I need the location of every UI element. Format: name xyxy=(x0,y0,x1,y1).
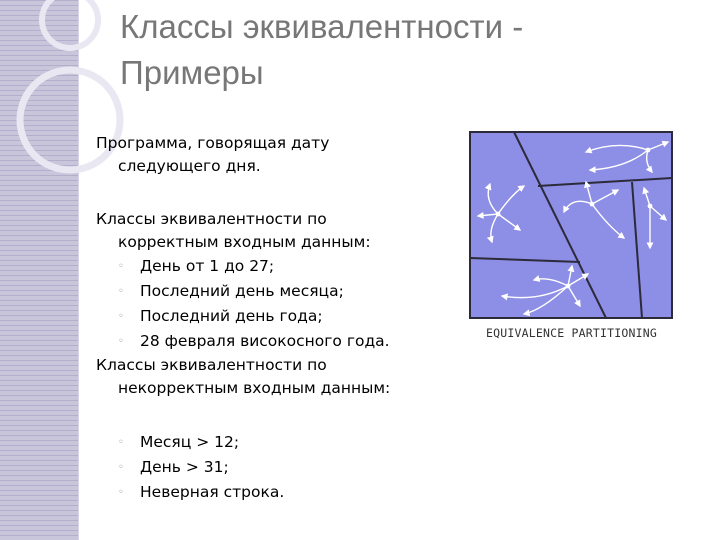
list-item xyxy=(96,304,466,329)
program-intro-line-2: следующего дня. xyxy=(118,157,261,175)
valid-item-3: Последний день года; xyxy=(140,307,323,325)
bullet-marker: ◦ xyxy=(118,437,124,448)
valid-item-1: День от 1 до 27; xyxy=(140,257,275,275)
list-item xyxy=(96,329,466,354)
valid-item-2: Последний день месяца; xyxy=(140,282,344,300)
program-intro-line-1: Программа, говорящая дату xyxy=(96,134,330,152)
bullet-marker: ◦ xyxy=(118,311,124,322)
illustration-caption: EQUIVALENCE PARTITIONING xyxy=(486,326,657,340)
title-line-1: Классы эквивалентности - xyxy=(120,8,524,45)
list-item xyxy=(96,430,466,455)
invalid-item-2: День > 31; xyxy=(140,458,229,476)
invalid-heading-line-2: некорректным входным данным: xyxy=(118,379,391,397)
bullet-marker: ◦ xyxy=(118,487,124,498)
list-item xyxy=(96,480,466,505)
bullet-marker: ◦ xyxy=(118,286,124,297)
equivalence-partitioning-illustration xyxy=(468,130,676,346)
valid-item-4: 28 февраля високосного года. xyxy=(140,332,390,350)
invalid-classes-heading xyxy=(96,354,466,400)
list-item xyxy=(96,254,466,279)
valid-classes-heading xyxy=(96,208,466,254)
title-line-2: Примеры xyxy=(120,54,264,91)
list-item xyxy=(96,455,466,480)
invalid-heading-line-1: Классы эквивалентности по xyxy=(96,356,327,374)
slide-body xyxy=(96,132,466,505)
program-intro xyxy=(96,132,466,178)
invalid-item-3: Неверная строка. xyxy=(140,483,285,501)
decor-ring-small xyxy=(42,0,98,48)
slide-title xyxy=(120,4,710,96)
bullet-marker: ◦ xyxy=(118,462,124,473)
invalid-item-1: Месяц > 12; xyxy=(140,433,240,451)
valid-heading-line-2: корректным входным данным: xyxy=(118,233,371,251)
bullet-marker: ◦ xyxy=(118,336,124,347)
valid-heading-line-1: Классы эквивалентности по xyxy=(96,210,327,228)
list-item xyxy=(96,279,466,304)
bullet-marker: ◦ xyxy=(118,261,124,272)
